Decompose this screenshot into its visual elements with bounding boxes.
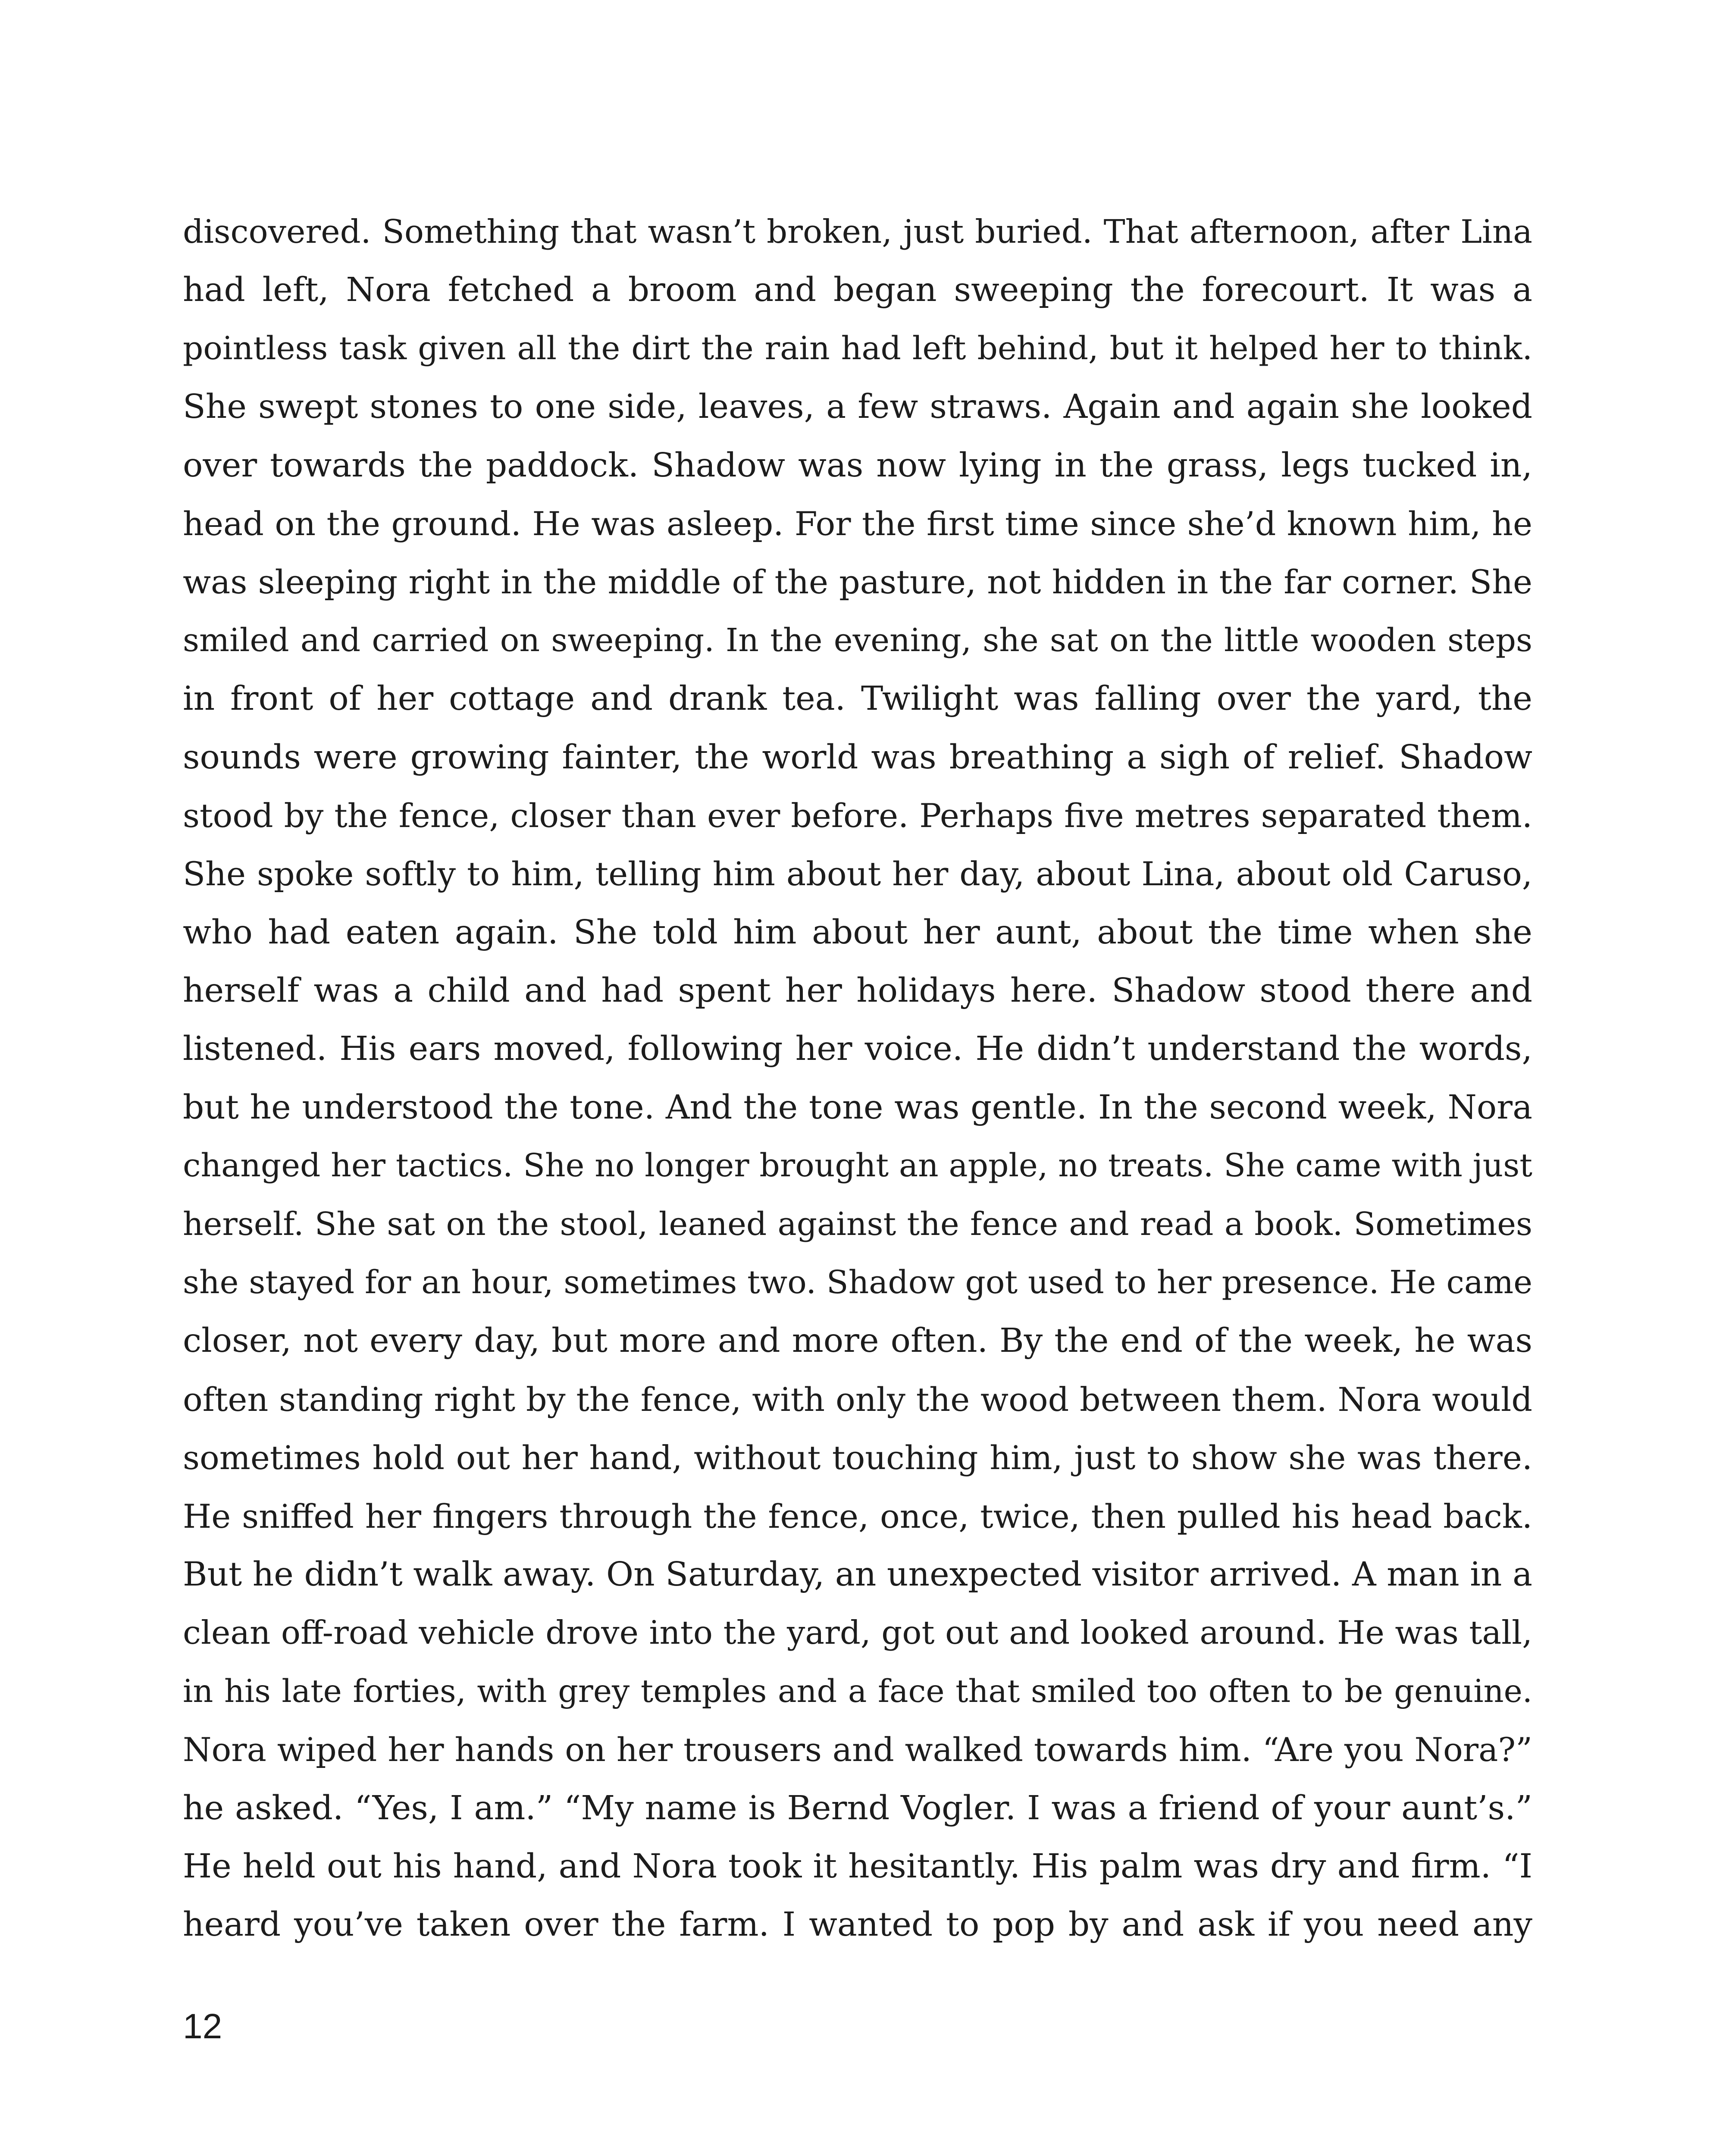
text-line: sounds were growing fainter, the world was breathing a sigh of relief. Shadow — [183, 738, 1532, 777]
text-line: in front of her cottage and drank tea. Twilight was falling over the yard, the — [183, 680, 1532, 718]
text-line: head on the ground. He was asleep. For the first time since she’d known him, he — [183, 504, 1532, 543]
text-line: He held out his hand, and Nora took it hesitantly. His palm was dry and firm. “I — [183, 1847, 1532, 1886]
text-line: herself was a child and had spent her holidays here. Shadow stood there and — [183, 971, 1532, 1010]
text-line: But he didn’t walk away. On Saturday, an unexpected visitor arrived. A man in a — [183, 1555, 1532, 1594]
text-line: discovered. Something that wasn’t broken, just buried. That afternoon, after Lina — [183, 213, 1532, 251]
text-line: She spoke softly to him, telling him about her day, about Lina, about old Caruso, — [183, 855, 1532, 893]
text-line: listened. His ears moved, following her voice. He didn’t understand the words, — [183, 1030, 1532, 1069]
text-line: he asked. “Yes, I am.” “My name is Bernd Vogler. I was a friend of your aunt’s.” — [183, 1789, 1532, 1827]
text-line: was sleeping right in the middle of the pasture, not hidden in the far corner. She — [183, 563, 1532, 602]
text-line: He sniffed her fingers through the fence, once, twice, then pulled his head back. — [183, 1497, 1532, 1536]
text-line: she stayed for an hour, sometimes two. Shadow got used to her presence. He came — [183, 1264, 1532, 1301]
text-line: in his late forties, with grey temples and a face that smiled too often to be genuine. — [183, 1673, 1532, 1710]
text-line: but he understood the tone. And the tone was gentle. In the second week, Nora — [183, 1088, 1532, 1127]
body-text — [183, 203, 1532, 1954]
text-line: had left, Nora fetched a broom and began sweeping the forecourt. It was a — [183, 271, 1532, 310]
text-line: Nora wiped her hands on her trousers and walked towards him. “Are you Nora?” — [183, 1730, 1532, 1769]
text-line: closer, not every day, but more and more often. By the end of the week, he was — [183, 1322, 1532, 1360]
text-line: herself. She sat on the stool, leaned against the fence and read a book. Sometimes — [183, 1205, 1532, 1243]
text-line: smiled and carried on sweeping. In the evening, she sat on the little wooden steps — [183, 621, 1532, 659]
text-line: often standing right by the fence, with only the wood between them. Nora would — [183, 1380, 1532, 1419]
text-line: changed her tactics. She no longer brought an apple, no treats. She came with just — [183, 1147, 1532, 1185]
text-line: pointless task given all the dirt the rain had left behind, but it helped her to think. — [183, 329, 1532, 367]
text-line: who had eaten again. She told him about her aunt, about the time when she — [183, 913, 1532, 952]
text-line: over towards the paddock. Shadow was now lying in the grass, legs tucked in, — [183, 446, 1532, 485]
text-line: clean off-road vehicle drove into the yard, got out and looked around. He was tall, — [183, 1614, 1532, 1652]
text-line: She swept stones to one side, leaves, a few straws. Again and again she looked — [183, 388, 1532, 426]
text-line: stood by the fence, closer than ever before. Perhaps five metres separated them. — [183, 796, 1532, 835]
page-number: 12 — [183, 2007, 222, 2046]
text-line: heard you’ve taken over the farm. I wanted to pop by and ask if you need any — [183, 1905, 1532, 1944]
text-line: sometimes hold out her hand, without touching him, just to show she was there. — [183, 1438, 1532, 1477]
